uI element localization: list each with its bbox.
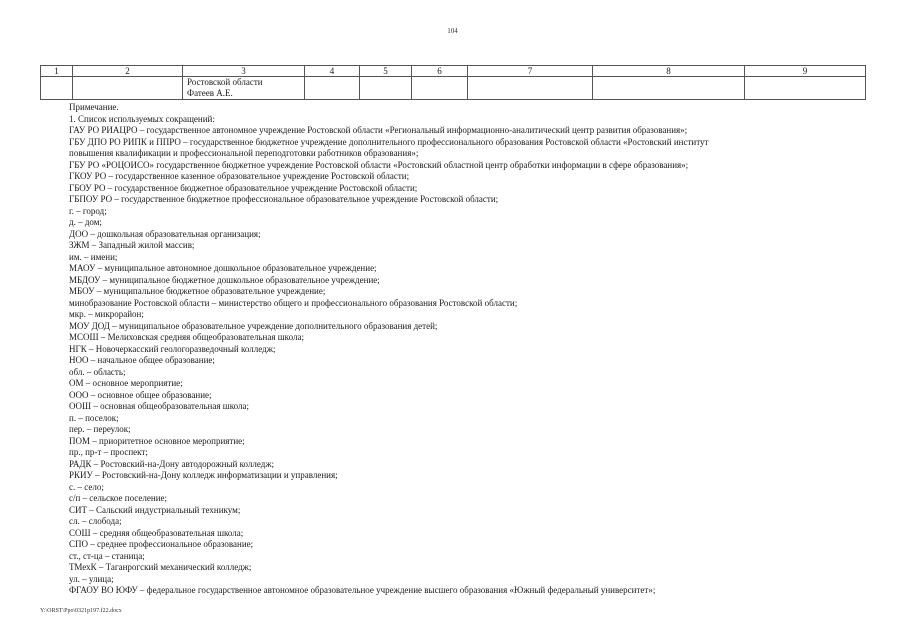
abbreviation-item: ТМехК – Таганрогский механический колледж; [69,562,252,572]
abbreviation-item: ГАУ РО РИАЦРО – государственное автономное учреждение Ростовской области «Региональный информационно-аналитический центр развития образования»; [69,125,688,135]
table-row [41,77,866,100]
abbreviation-item: МБДОУ – муниципальное бюджетное дошкольное образовательное учреждение; [69,274,380,285]
table-header-cell: 3 [183,66,305,77]
abbreviation-item: ООШ – основная общеобразовательная школа; [69,401,249,411]
footer-file-path: Y:\ORST\Ppo\0321p197.f22.docx [40,608,122,614]
table-header-cell: 9 [745,66,866,77]
table-header-cell: 7 [468,66,593,77]
abbreviation-item: НОО – начальное общее образование; [69,355,215,365]
abbreviation-item: сл. – слобода; [69,516,122,526]
abbreviation-item: с. – село; [69,481,104,492]
cell-text: Фатеев А.Е. [187,88,233,98]
abbreviation-item: минобразование Ростовской области – министерство общего и профессионального образования Ростовской области; [69,297,518,308]
abbreviation-item: ГБОУ РО – государственное бюджетное образовательное учреждение Ростовской области; [69,182,418,193]
notes-section [69,102,869,597]
data-table [40,65,866,100]
abbreviation-item: СИТ – Сальский индустриальный техникум; [69,504,241,515]
table-cell [468,77,593,100]
notes-subtitle: 1. Список используемых сокращений: [69,113,215,124]
table-cell [745,77,866,100]
table-cell [412,77,468,100]
table-header-cell: 2 [73,66,183,77]
abbreviation-item: ДОО – дошкольная образовательная организация; [69,228,261,239]
abbreviation-item: ГБУ ДПО РО РИПК и ППРО – государственное бюджетное учреждение дополнительного профессионального образования Ростовской области «Ростовский институт [69,136,709,147]
abbreviation-item: ООО – основное общее образование; [69,389,212,400]
abbreviation-item: пер. – переулок; [69,424,131,434]
table-cell [73,77,183,100]
table-cell [305,77,360,100]
table-header-cell: 6 [412,66,468,77]
abbreviation-item: обл. – область; [69,366,126,377]
abbreviation-item: ПОМ – приоритетное основное мероприятие; [69,435,245,446]
table-header-cell: 1 [41,66,73,77]
table-cell [593,77,745,100]
table-header-cell: 5 [360,66,412,77]
abbreviation-item: РАДК – Ростовский-на-Дону автодорожный колледж; [69,458,275,469]
abbreviation-list [69,125,869,597]
abbreviation-item: МСОШ – Мелиховская средняя общеобразовательная школа; [69,332,304,342]
table-header-cell: 8 [593,66,745,77]
abbreviation-item: НГК – Новочеркасский геологоразведочный колледж; [69,343,276,354]
page-number: 104 [447,27,458,35]
abbreviation-item: п. – поселок; [69,412,119,423]
abbreviation-item: ГБУ РО «РОЦОИСО» государственное бюджетное учреждение Ростовской области «Ростовский областной центр обработки информации в сфере образования»; [69,159,689,170]
abbreviation-item: ул. – улица; [69,573,114,584]
table-cell [41,77,73,100]
notes-title: Примечание. [69,102,119,112]
abbreviation-item: ЗЖМ – Западный жилой массив; [69,240,195,250]
abbreviation-item: д. – дом; [69,217,102,227]
table-header-cell: 4 [305,66,360,77]
abbreviation-item: МБОУ – муниципальное бюджетное образовательное учреждение; [69,286,326,296]
cell-text: Ростовской области [187,77,263,87]
abbreviation-item: МАОУ – муниципальное автономное дошкольное образовательное учреждение; [69,263,377,273]
table-header-row [41,66,866,77]
abbreviation-item: г. – город; [69,205,107,216]
abbreviation-item: ГКОУ РО – государственное казенное образовательное учреждение Ростовской области; [69,171,410,181]
abbreviation-item: ОМ – основное мероприятие; [69,378,183,388]
abbreviation-item: СПО – среднее профессиональное образование; [69,539,254,549]
table-cell [183,77,305,100]
abbreviation-item: СОШ – средняя общеобразовательная школа; [69,527,244,538]
abbreviation-item: повышения квалификации и профессиональной переподготовки работников образования»; [69,148,419,158]
abbreviation-item: пр., пр-т – проспект; [69,447,148,457]
abbreviation-item: мкр. – микрорайон; [69,309,144,319]
abbreviation-item: РКИУ – Ростовский-на-Дону колледж информатизации и управления; [69,470,338,480]
abbreviation-item: МОУ ДОД – муниципальное образовательное учреждение дополнительного образования детей; [69,320,438,331]
abbreviation-item: ФГАОУ ВО ЮФУ – федеральное государственное автономное образовательное учреждение высшего образования «Южный федеральный университет»; [69,585,656,595]
abbreviation-item: с/п – сельское поселение; [69,493,168,503]
table-cell [360,77,412,100]
abbreviation-item: ГБПОУ РО – государственное бюджетное профессиональное образовательное учреждение Ростовской области; [69,194,499,204]
abbreviation-item: им. – имени; [69,251,118,262]
abbreviation-item: ст., ст-ца – станица; [69,550,145,561]
